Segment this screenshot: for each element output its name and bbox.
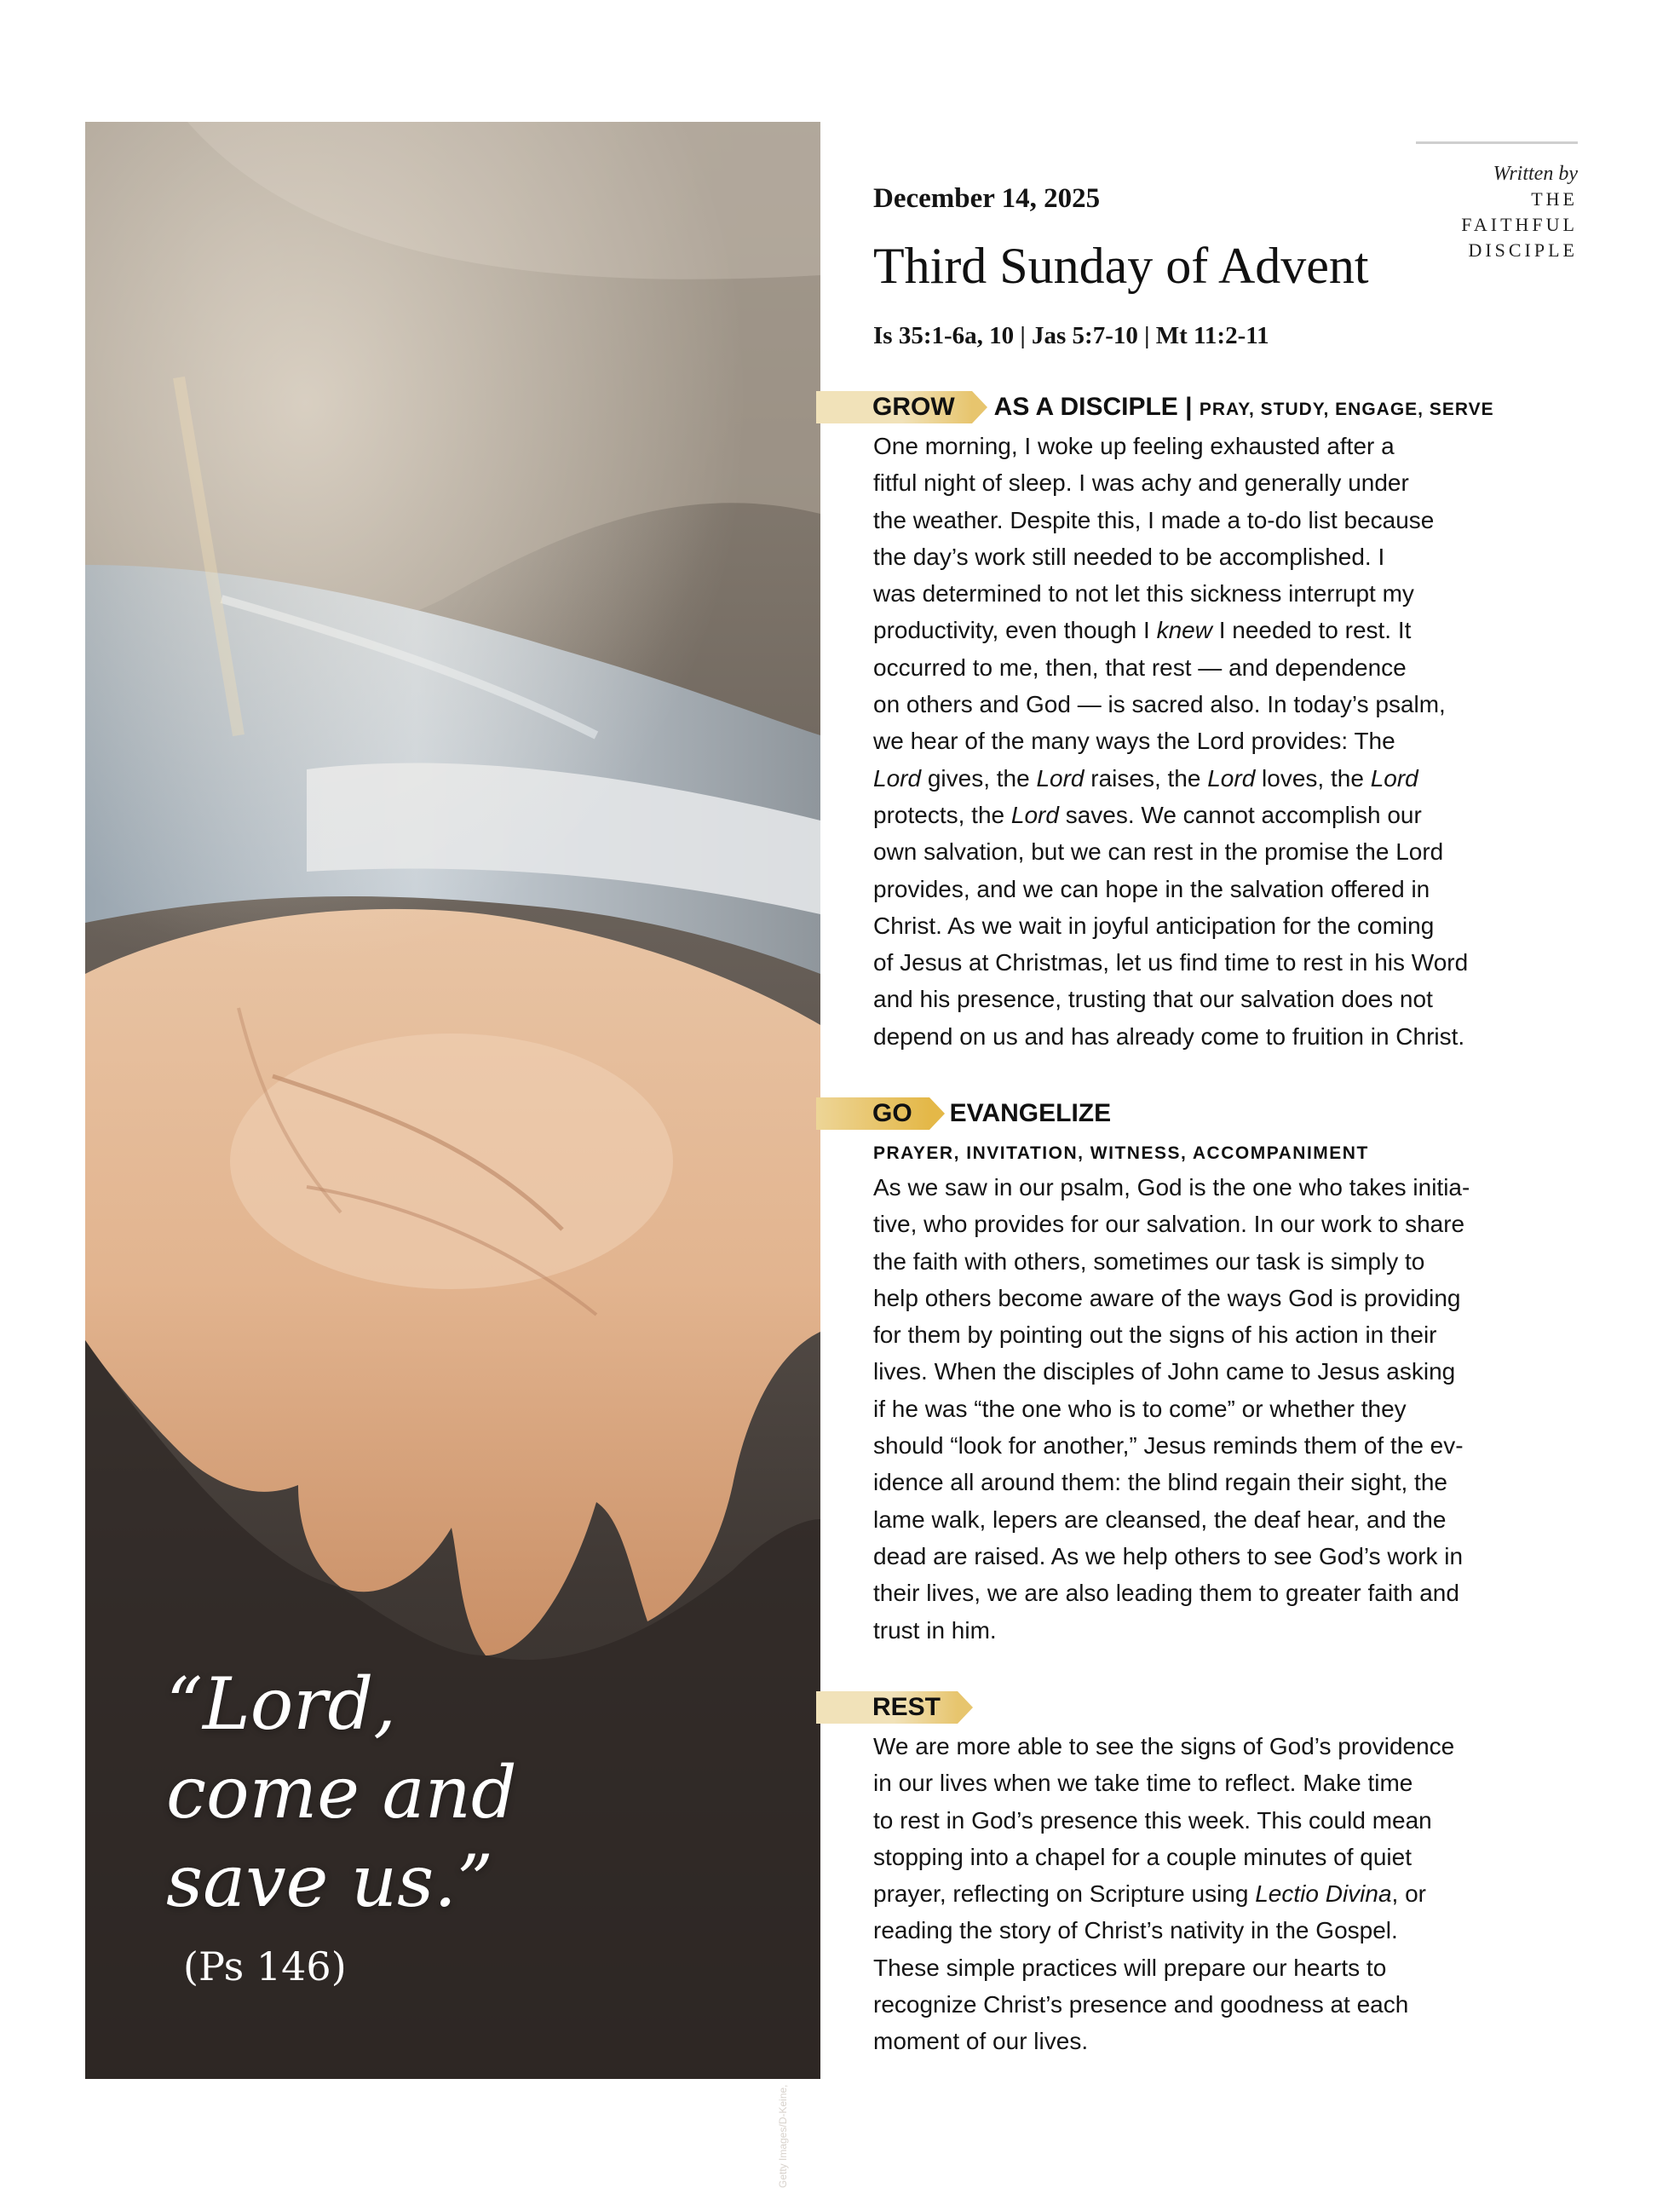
- body-line: own salvation, but we can rest in the promise the Lord: [873, 838, 1444, 866]
- quote-line: “Lord,: [166, 1662, 396, 1746]
- body-line: prayer, reflecting on Scripture using Lectio Divina, or: [873, 1880, 1427, 1908]
- body-line: dead are raised. As we help others to see God’s work in: [873, 1542, 1464, 1569]
- quote-line: save us.”: [166, 1840, 493, 1923]
- body-line: to rest in God’s presence this week. This could mean: [873, 1806, 1432, 1834]
- body-line: moment of our lives.: [873, 2028, 1089, 2055]
- body-line: One morning, I woke up feeling exhausted after a: [873, 433, 1395, 459]
- quote-reference: (Ps 146): [183, 1943, 347, 1989]
- byline-author-line: DISCIPLE: [1468, 239, 1578, 261]
- go-tag: GO: [816, 1097, 929, 1130]
- go-body-text: [873, 1169, 1555, 1649]
- byline-author-line: FAITHFUL: [1461, 214, 1578, 235]
- body-line: we hear of the many ways the Lord provides: The: [873, 728, 1395, 755]
- body-line: recognize Christ’s presence and goodness at each: [873, 1991, 1409, 2018]
- byline-author-line: THE: [1531, 188, 1578, 210]
- body-line: and his presence, trusting that our salvation does not: [873, 986, 1433, 1013]
- rest-body-text: [873, 1728, 1555, 2060]
- body-line: provides, and we can hope in the salvation offered in: [873, 875, 1430, 902]
- body-line: Christ. As we wait in joyful anticipation for the coming: [873, 912, 1435, 939]
- grow-body-text: [873, 428, 1555, 1055]
- body-line: the day’s work still needed to be accomplished. I: [873, 543, 1385, 570]
- body-line: protects, the Lord saves. We cannot accomplish our: [873, 801, 1422, 828]
- body-line: We are more able to see the signs of God’s providence: [873, 1733, 1455, 1759]
- body-line: help others become aware of the ways God is providing: [873, 1284, 1461, 1311]
- grow-section-label: [816, 391, 1494, 423]
- body-line: lame walk, lepers are cleansed, the deaf hear, and the: [873, 1506, 1447, 1533]
- body-line: occurred to me, then, that rest — and dependence: [873, 654, 1407, 681]
- body-line: was determined to not let this sickness interrupt my: [873, 580, 1414, 607]
- body-line: the weather. Despite this, I made a to-do list because: [873, 506, 1435, 533]
- body-line: As we saw in our psalm, God is the one who takes initia-: [873, 1174, 1470, 1201]
- body-line: fitful night of sleep. I was achy and generally under: [873, 469, 1409, 497]
- pull-quote: [166, 1660, 762, 1926]
- hero-photo: [85, 122, 820, 2188]
- go-section-label: [816, 1097, 1111, 1130]
- body-line: of Jesus at Christmas, let us find time to rest in his Word: [873, 949, 1469, 976]
- body-line: for them by pointing out the signs of his action in their: [873, 1321, 1437, 1349]
- grow-label: AS A DISCIPLE |: [993, 393, 1193, 421]
- body-line: in our lives when we take time to reflect. Make time: [873, 1770, 1413, 1797]
- go-subhead: PRAYER, INVITATION, WITNESS, ACCOMPANIMENT: [873, 1143, 1369, 1163]
- body-line: depend on us and has already come to fruition in Christ.: [873, 1022, 1465, 1050]
- grow-heading: [994, 393, 1494, 422]
- byline-written-by: Written by: [1493, 163, 1578, 185]
- quote-line: come and: [166, 1751, 517, 1834]
- page-title: Third Sunday of Advent: [873, 238, 1369, 294]
- grow-tag: GROW: [816, 391, 972, 423]
- photo-credit: Getty Images/D-Keine,: [777, 2084, 789, 2188]
- body-line: tive, who provides for our salvation. In our work to share: [873, 1211, 1465, 1238]
- body-line: idence all around them: the blind regain their sight, the: [873, 1469, 1447, 1496]
- scripture-readings: Is 35:1-6a, 10 | Jas 5:7-10 | Mt 11:2-11: [873, 322, 1269, 349]
- go-label: EVANGELIZE: [949, 1099, 1112, 1127]
- body-line: lives. When the disciples of John came to Jesus asking: [873, 1358, 1456, 1385]
- page-date: December 14, 2025: [873, 183, 1101, 214]
- body-line: on others and God — is sacred also. In today’s psalm,: [873, 691, 1446, 718]
- grow-sublabel: PRAY, STUDY, ENGAGE, SERVE: [1199, 400, 1494, 419]
- body-line: should “look for another,” Jesus reminds them of the ev-: [873, 1432, 1464, 1460]
- body-line: trust in him.: [873, 1616, 997, 1644]
- rest-section-label: [816, 1691, 958, 1724]
- body-line: productivity, even though I knew I needed to rest. It: [873, 617, 1412, 644]
- rest-tag: REST: [816, 1691, 958, 1724]
- body-line: stopping into a chapel for a couple minutes of quiet: [873, 1843, 1412, 1870]
- byline: [1416, 141, 1578, 263]
- body-line: their lives, we are also leading them to greater faith and: [873, 1580, 1459, 1607]
- body-line: reading the story of Christ’s nativity in the Gospel.: [873, 1917, 1398, 1944]
- body-line: if he was “the one who is to come” or whether they: [873, 1395, 1407, 1422]
- body-line: Lord gives, the Lord raises, the Lord loves, the Lord: [873, 764, 1418, 792]
- body-line: These simple practices will prepare our hearts to: [873, 1954, 1387, 1981]
- body-line: the faith with others, sometimes our task is simply to: [873, 1247, 1425, 1275]
